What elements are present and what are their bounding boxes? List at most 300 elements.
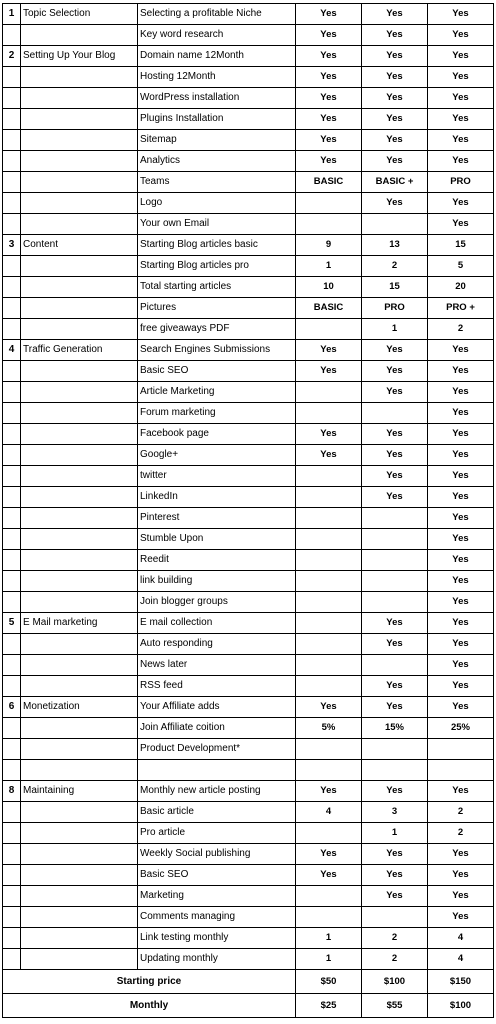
section-number [3,592,21,613]
feature-name: Product Development* [138,739,296,760]
premium-plan-value: Yes [428,634,494,655]
table-row [3,25,494,46]
feature-name: Join Affiliate coition [138,718,296,739]
premium-plan-value: 5 [428,256,494,277]
pro-plan-value [362,760,428,781]
pro-plan-value [362,571,428,592]
section-number [3,256,21,277]
feature-name: Auto responding [138,634,296,655]
pro-plan-value [362,655,428,676]
section-name [21,88,138,109]
table-row [3,214,494,235]
table-row [3,655,494,676]
table-row [3,298,494,319]
pro-plan-value: Yes [362,382,428,403]
section-name: E Mail marketing [21,613,138,634]
table-row [3,718,494,739]
section-number [3,655,21,676]
premium-plan-value: Yes [428,613,494,634]
table-row [3,676,494,697]
premium-plan-value: Yes [428,844,494,865]
basic-plan-value: 9 [296,235,362,256]
pro-plan-value: 2 [362,949,428,970]
table-row [3,466,494,487]
section-name [21,886,138,907]
section-name [21,214,138,235]
basic-plan-value [296,214,362,235]
section-name [21,256,138,277]
basic-plan-value: Yes [296,46,362,67]
pro-plan-price: $55 [362,994,428,1018]
section-name [21,67,138,88]
basic-plan-value: Yes [296,697,362,718]
section-name [21,424,138,445]
pro-plan-value: Yes [362,424,428,445]
section-number [3,571,21,592]
premium-plan-value: Yes [428,130,494,151]
section-number [3,151,21,172]
basic-plan-value: Yes [296,151,362,172]
pro-plan-value: 3 [362,802,428,823]
table-row [3,445,494,466]
feature-name: Sitemap [138,130,296,151]
section-number [3,928,21,949]
section-name [21,109,138,130]
basic-plan-value: BASIC [296,298,362,319]
table-row [3,130,494,151]
section-number [3,130,21,151]
section-number [3,508,21,529]
section-number [3,949,21,970]
pro-plan-value: 15 [362,277,428,298]
feature-name: Updating monthly [138,949,296,970]
section-name [21,277,138,298]
basic-plan-value [296,319,362,340]
pro-plan-value: Yes [362,844,428,865]
premium-plan-value: Yes [428,340,494,361]
premium-plan-value [428,739,494,760]
pro-plan-value: Yes [362,4,428,25]
pro-plan-value: PRO [362,298,428,319]
basic-plan-value: Yes [296,25,362,46]
section-name [21,655,138,676]
section-name [21,319,138,340]
basic-plan-value [296,508,362,529]
section-name [21,193,138,214]
feature-name: Search Engines Submissions [138,340,296,361]
section-number [3,676,21,697]
table-row [3,277,494,298]
pro-plan-value: Yes [362,466,428,487]
footer-label: Monthly [3,994,296,1018]
premium-plan-value: Yes [428,592,494,613]
premium-plan-value: Yes [428,109,494,130]
table-row [3,508,494,529]
section-name [21,172,138,193]
section-name [21,571,138,592]
section-name [21,445,138,466]
table-row [3,361,494,382]
basic-plan-value [296,193,362,214]
premium-plan-value: Yes [428,487,494,508]
section-name [21,844,138,865]
pro-plan-value: Yes [362,613,428,634]
pro-plan-value: 15% [362,718,428,739]
premium-plan-value: Yes [428,193,494,214]
basic-plan-value [296,403,362,424]
section-number [3,424,21,445]
table-row [3,865,494,886]
premium-plan-value: Yes [428,382,494,403]
section-number: 2 [3,46,21,67]
section-name: Maintaining [21,781,138,802]
basic-plan-value [296,382,362,403]
section-name: Setting Up Your Blog [21,46,138,67]
feature-name: Your own Email [138,214,296,235]
basic-plan-value: Yes [296,424,362,445]
table-row [3,256,494,277]
section-name: Monetization [21,697,138,718]
section-name [21,823,138,844]
section-number [3,298,21,319]
section-name [21,466,138,487]
pro-plan-value: 2 [362,928,428,949]
feature-name: Analytics [138,151,296,172]
section-number [3,109,21,130]
pro-plan-price: $100 [362,970,428,994]
table-row [3,67,494,88]
basic-plan-value: 5% [296,718,362,739]
basic-plan-value: Yes [296,844,362,865]
premium-plan-value: Yes [428,361,494,382]
feature-name: Basic SEO [138,361,296,382]
premium-plan-value: Yes [428,571,494,592]
basic-plan-value [296,676,362,697]
section-number [3,403,21,424]
pro-plan-value [362,592,428,613]
section-number [3,844,21,865]
feature-name: Logo [138,193,296,214]
section-name [21,550,138,571]
table-row [3,235,494,256]
section-name [21,529,138,550]
footer-row [3,970,494,994]
feature-name: Total starting articles [138,277,296,298]
basic-plan-value: Yes [296,340,362,361]
section-number [3,67,21,88]
feature-name: Basic SEO [138,865,296,886]
basic-plan-value: 1 [296,928,362,949]
table-row [3,949,494,970]
footer-label: Starting price [3,970,296,994]
section-number [3,361,21,382]
section-number [3,529,21,550]
section-number [3,760,21,781]
pro-plan-value: 1 [362,319,428,340]
section-number [3,25,21,46]
premium-plan-value [428,760,494,781]
feature-name: Plugins Installation [138,109,296,130]
basic-plan-value [296,550,362,571]
section-name [21,802,138,823]
feature-name: Weekly Social publishing [138,844,296,865]
basic-plan-value: Yes [296,109,362,130]
premium-plan-value: 2 [428,823,494,844]
section-number [3,886,21,907]
pro-plan-value: Yes [362,361,428,382]
premium-plan-value: Yes [428,466,494,487]
feature-name: News later [138,655,296,676]
footer-row [3,994,494,1018]
section-name [21,487,138,508]
section-name [21,151,138,172]
pro-plan-value [362,529,428,550]
basic-plan-value [296,466,362,487]
premium-plan-value: Yes [428,25,494,46]
table-row [3,739,494,760]
section-number [3,88,21,109]
pro-plan-value: Yes [362,109,428,130]
section-number [3,319,21,340]
pro-plan-value: Yes [362,88,428,109]
section-number [3,172,21,193]
pro-plan-value: Yes [362,193,428,214]
section-number [3,907,21,928]
basic-plan-price: $50 [296,970,362,994]
section-name [21,403,138,424]
feature-name: Link testing monthly [138,928,296,949]
basic-plan-value: BASIC [296,172,362,193]
pro-plan-value: Yes [362,865,428,886]
pro-plan-value: Yes [362,130,428,151]
section-number [3,445,21,466]
section-number: 8 [3,781,21,802]
pro-plan-value: Yes [362,445,428,466]
premium-plan-value: Yes [428,67,494,88]
basic-plan-value: 10 [296,277,362,298]
section-number [3,193,21,214]
feature-name: Selecting a profitable Niche [138,4,296,25]
section-name [21,907,138,928]
premium-plan-value: Yes [428,529,494,550]
basic-plan-value [296,760,362,781]
table-row [3,193,494,214]
pro-plan-value [362,214,428,235]
section-number [3,550,21,571]
section-name [21,865,138,886]
pro-plan-value: 13 [362,235,428,256]
section-number [3,382,21,403]
basic-plan-value: Yes [296,445,362,466]
basic-plan-value: Yes [296,130,362,151]
feature-name: twitter [138,466,296,487]
premium-plan-value: Yes [428,676,494,697]
section-name [21,592,138,613]
basic-plan-value: Yes [296,88,362,109]
premium-plan-price: $100 [428,994,494,1018]
feature-name: Stumble Upon [138,529,296,550]
section-name [21,739,138,760]
table-row [3,592,494,613]
table-row [3,487,494,508]
table-row [3,340,494,361]
pro-plan-value: Yes [362,67,428,88]
section-name [21,928,138,949]
table-row [3,613,494,634]
pro-plan-value: 2 [362,256,428,277]
basic-plan-value [296,571,362,592]
table-row [3,571,494,592]
table-row [3,844,494,865]
table-row [3,172,494,193]
basic-plan-value [296,886,362,907]
table-row [3,319,494,340]
premium-plan-value: 20 [428,277,494,298]
section-name [21,634,138,655]
section-name: Traffic Generation [21,340,138,361]
feature-name: E mail collection [138,613,296,634]
table-row [3,424,494,445]
pro-plan-value: Yes [362,25,428,46]
premium-plan-value: PRO [428,172,494,193]
basic-plan-price: $25 [296,994,362,1018]
pro-plan-value [362,508,428,529]
premium-plan-price: $150 [428,970,494,994]
premium-plan-value: Yes [428,4,494,25]
table-row [3,697,494,718]
premium-plan-value: 2 [428,319,494,340]
pro-plan-value: 1 [362,823,428,844]
section-number: 6 [3,697,21,718]
feature-name: Hosting 12Month [138,67,296,88]
pro-plan-value [362,907,428,928]
table-row [3,823,494,844]
table-body [3,4,494,1018]
section-name [21,382,138,403]
premium-plan-value: Yes [428,655,494,676]
section-number [3,718,21,739]
feature-name: Monthly new article posting [138,781,296,802]
section-name [21,508,138,529]
pricing-table [2,3,494,1018]
feature-name: Comments managing [138,907,296,928]
pro-plan-value [362,739,428,760]
feature-name: Starting Blog articles pro [138,256,296,277]
table-row [3,760,494,781]
basic-plan-value [296,634,362,655]
premium-plan-value: 25% [428,718,494,739]
basic-plan-value [296,823,362,844]
feature-name: Pictures [138,298,296,319]
section-name: Content [21,235,138,256]
feature-name: Pinterest [138,508,296,529]
section-name [21,298,138,319]
pro-plan-value [362,403,428,424]
section-number [3,865,21,886]
basic-plan-value [296,907,362,928]
premium-plan-value: Yes [428,508,494,529]
feature-name: Reedit [138,550,296,571]
section-number [3,634,21,655]
basic-plan-value: 1 [296,256,362,277]
table-row [3,109,494,130]
premium-plan-value: Yes [428,907,494,928]
feature-name: Basic article [138,802,296,823]
table-row [3,634,494,655]
pro-plan-value: Yes [362,340,428,361]
premium-plan-value: Yes [428,886,494,907]
basic-plan-value: 4 [296,802,362,823]
table-row [3,907,494,928]
basic-plan-value: Yes [296,67,362,88]
basic-plan-value [296,487,362,508]
table-row [3,550,494,571]
premium-plan-value: Yes [428,781,494,802]
section-name [21,361,138,382]
pro-plan-value: Yes [362,697,428,718]
section-number [3,466,21,487]
feature-name: Teams [138,172,296,193]
premium-plan-value: Yes [428,424,494,445]
table-row [3,382,494,403]
pro-plan-value: Yes [362,781,428,802]
premium-plan-value: 4 [428,949,494,970]
feature-name: RSS feed [138,676,296,697]
feature-name: Join blogger groups [138,592,296,613]
section-number: 3 [3,235,21,256]
pro-plan-value: Yes [362,676,428,697]
basic-plan-value: Yes [296,4,362,25]
basic-plan-value [296,739,362,760]
table-row [3,529,494,550]
premium-plan-value: PRO + [428,298,494,319]
section-number [3,739,21,760]
feature-name: Starting Blog articles basic [138,235,296,256]
premium-plan-value: Yes [428,697,494,718]
premium-plan-value: Yes [428,550,494,571]
premium-plan-value: Yes [428,865,494,886]
premium-plan-value: 4 [428,928,494,949]
table-row [3,88,494,109]
basic-plan-value: Yes [296,781,362,802]
section-number: 4 [3,340,21,361]
premium-plan-value: Yes [428,151,494,172]
basic-plan-value: Yes [296,361,362,382]
feature-name: link building [138,571,296,592]
basic-plan-value [296,529,362,550]
feature-name: Pro article [138,823,296,844]
feature-name: Domain name 12Month [138,46,296,67]
section-name [21,718,138,739]
feature-name: free giveaways PDF [138,319,296,340]
table-row [3,151,494,172]
section-name [21,25,138,46]
feature-name: Facebook page [138,424,296,445]
premium-plan-value: Yes [428,214,494,235]
section-number: 5 [3,613,21,634]
section-number [3,487,21,508]
premium-plan-value: 2 [428,802,494,823]
feature-name: Marketing [138,886,296,907]
section-name [21,676,138,697]
pro-plan-value: BASIC + [362,172,428,193]
section-number [3,802,21,823]
premium-plan-value: Yes [428,46,494,67]
feature-name: Article Marketing [138,382,296,403]
table-row [3,802,494,823]
section-name [21,760,138,781]
table-row [3,781,494,802]
